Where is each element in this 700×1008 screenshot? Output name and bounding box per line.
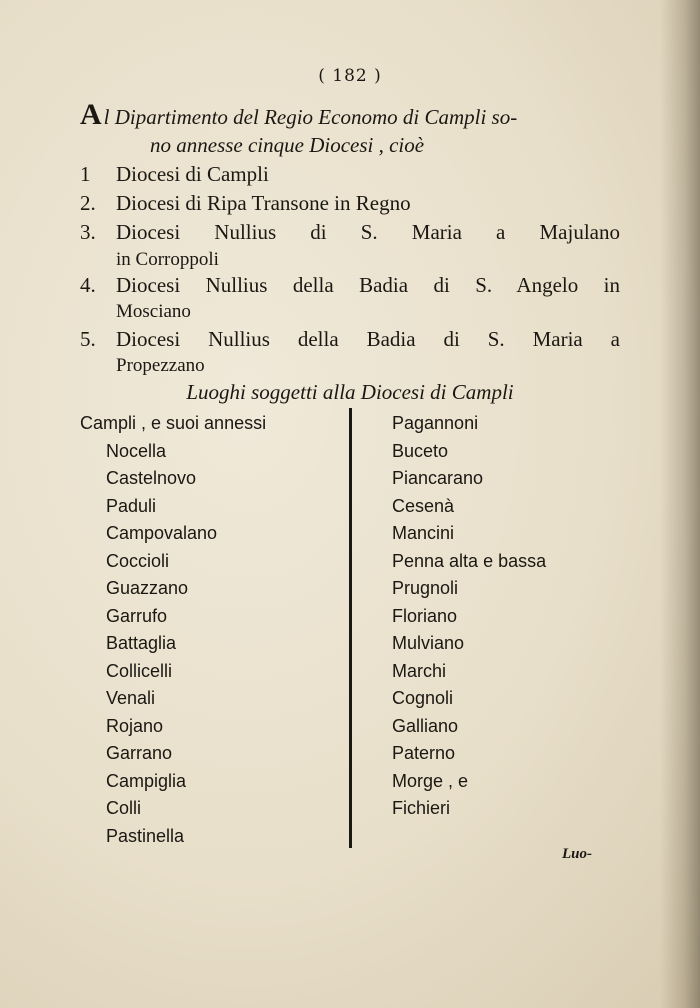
place-name: Venali [106, 688, 156, 708]
page-number: ( 182 ) [318, 66, 382, 86]
diocese-number: 1 [80, 162, 91, 186]
place-name: Garrufo [106, 605, 168, 626]
place-name: Campovalano [106, 523, 218, 543]
place-name: Piancarano [392, 468, 484, 488]
place-name: Pastinella [106, 825, 185, 846]
diocese-text-continued: in Corroppoli [116, 249, 219, 270]
diocese-item [80, 271, 620, 300]
place-name: Garrano [106, 743, 173, 763]
place-name: Campli , e suoi annessi [80, 413, 267, 433]
place-name: Morge , e [392, 770, 469, 791]
diocese-number: 5. [80, 327, 96, 351]
heading-initial: A [80, 98, 102, 131]
diocese-text: Diocesi di Campli [116, 162, 269, 186]
place-name: Mancini [392, 523, 455, 543]
place-name: Nocella [106, 440, 167, 461]
places-column-left [80, 410, 266, 850]
column-divider [349, 408, 352, 848]
heading-line-2: no annesse cinque Diocesi , cioè [150, 133, 425, 157]
place-name: Galliano [392, 715, 459, 736]
place-name: Coccioli [106, 550, 170, 571]
place-name: Buceto [392, 440, 449, 461]
subheading: Luoghi soggetti alla Diocesi di Campli [186, 380, 514, 404]
place-name: Penna alta e bassa [392, 550, 547, 571]
diocese-item [80, 160, 620, 189]
place-name: Colli [106, 798, 142, 818]
diocese-text: Diocesi Nullius di S. Maria a Majulano [116, 220, 620, 244]
heading-line-1 [80, 100, 640, 132]
diocese-text-continued: Propezzano [116, 355, 205, 376]
diocese-text: Diocesi Nullius della Badia di S. Angelo in [116, 273, 620, 297]
diocese-text: Diocesi Nullius della Badia di S. Maria a [116, 327, 620, 351]
diocese-text-continued: Mosciano [116, 301, 191, 322]
places-column-right [392, 410, 546, 823]
diocese-item [80, 218, 620, 247]
diocese-item [80, 325, 620, 354]
place-name: Campiglia [106, 770, 187, 791]
diocese-number: 3. [80, 220, 96, 244]
place-name: Guazzano [106, 578, 189, 598]
place-name: Paduli [106, 495, 157, 516]
place-name: Mulviano [392, 633, 465, 653]
diocese-item [80, 189, 620, 218]
diocese-number: 2. [80, 191, 96, 215]
diocese-number: 4. [80, 273, 96, 297]
place-name: Floriano [392, 605, 458, 626]
diocese-text: Diocesi di Ripa Transone in Regno [116, 191, 411, 215]
place-name: Cesenà [392, 495, 455, 516]
place-name: Collicelli [106, 660, 173, 681]
catchword: Luo- [562, 846, 592, 862]
place-name: Fichieri [392, 798, 451, 818]
place-name: Cognoli [392, 688, 454, 708]
place-name: Pagannoni [392, 413, 479, 433]
place-name: Battaglia [106, 633, 177, 653]
heading-text-1: l Dipartimento del Regio Economo di Campli so- [103, 105, 518, 129]
place-name: Paterno [392, 743, 456, 763]
place-name: Rojano [106, 715, 164, 736]
place-name: Prugnoli [392, 578, 459, 598]
place-name: Marchi [392, 660, 447, 681]
place-name: Castelnovo [106, 468, 197, 488]
